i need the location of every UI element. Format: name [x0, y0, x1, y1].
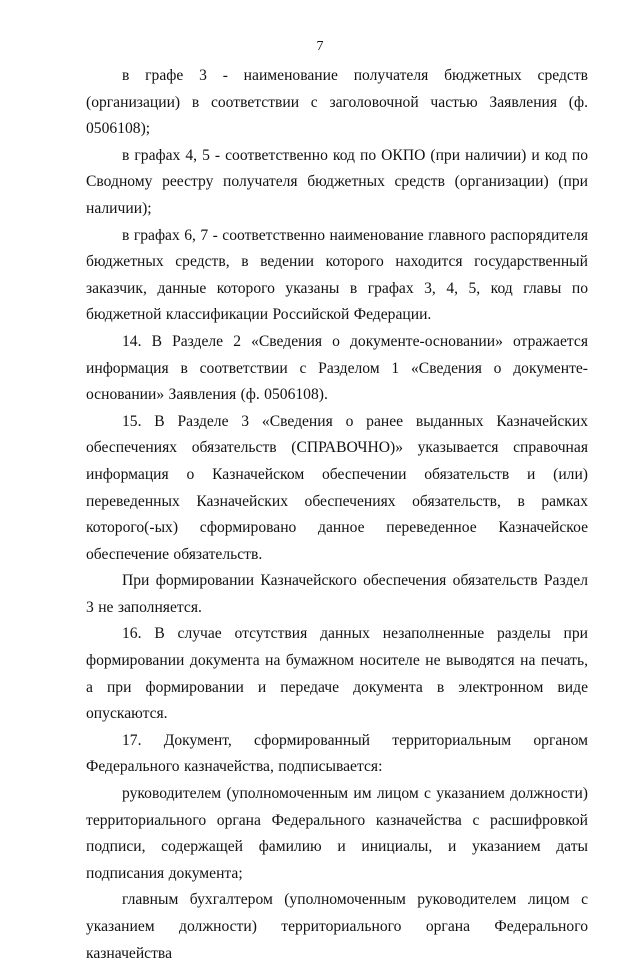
paragraph-item-14: 14. В Разделе 2 «Сведения о документе-основании» отражается информация в соответствии с Разделом 1 «Сведения о документе-основании» Заявления (ф. 0506108).	[86, 332, 588, 404]
paragraph-grafa-3: в графе 3 - наименование получателя бюджетных средств (организации) в соответствии с заголовочной частью Заявления (ф. 0506108);	[86, 67, 588, 138]
page-number: 7	[316, 39, 324, 54]
paragraph-item-15: 15. В Разделе 3 «Сведения о ранее выданных Казначейских обеспечениях обязательств (СПРАВОЧНО)» указывается справочная информация о Казначейском обеспечении обязательств и (или) переведенных Казначейских обеспечениях обязательств, в рамках которого(-ых) сформировано данное переведенное Казначейское обеспечение обязательств.	[86, 412, 588, 563]
paragraph-signatory-accountant: главным бухгалтером (уполномоченным руководителем лицом с указанием должности) территориального органа Федерального казначейства	[86, 891, 588, 962]
paragraph-grafy-4-5: в графах 4, 5 - соответственно код по ОКПО (при наличии) и код по Сводному реестру получателя бюджетных средств (организации) (при наличии);	[86, 146, 588, 217]
paragraph-item-16: 16. В случае отсутствия данных незаполненные разделы при формировании документа на бумажном носителе не выводятся на печать, а при формировании и передаче документа в электронном виде опускаются.	[86, 625, 588, 723]
paragraph-section-3-note: При формировании Казначейского обеспечения обязательств Раздел 3 не заполняется.	[86, 572, 588, 616]
paragraph-item-17: 17. Документ, сформированный территориальным органом Федерального казначейства, подписывается:	[86, 731, 588, 776]
document-body	[86, 63, 588, 967]
paragraph-signatory-head: руководителем (уполномоченным им лицом с указанием должности) территориального органа Федерального казначейства с расшифровкой подписи, содержащей фамилию и инициалы, и указанием даты подписания документа;	[86, 785, 588, 882]
paragraph-grafy-6-7: в графах 6, 7 - соответственно наименование главного распорядителя бюджетных средств, в ведении которого находится государственный заказчик, данные которого указаны в графах 3, 4, 5, код главы по бюджетной классификации Российской Федерации.	[86, 226, 588, 324]
